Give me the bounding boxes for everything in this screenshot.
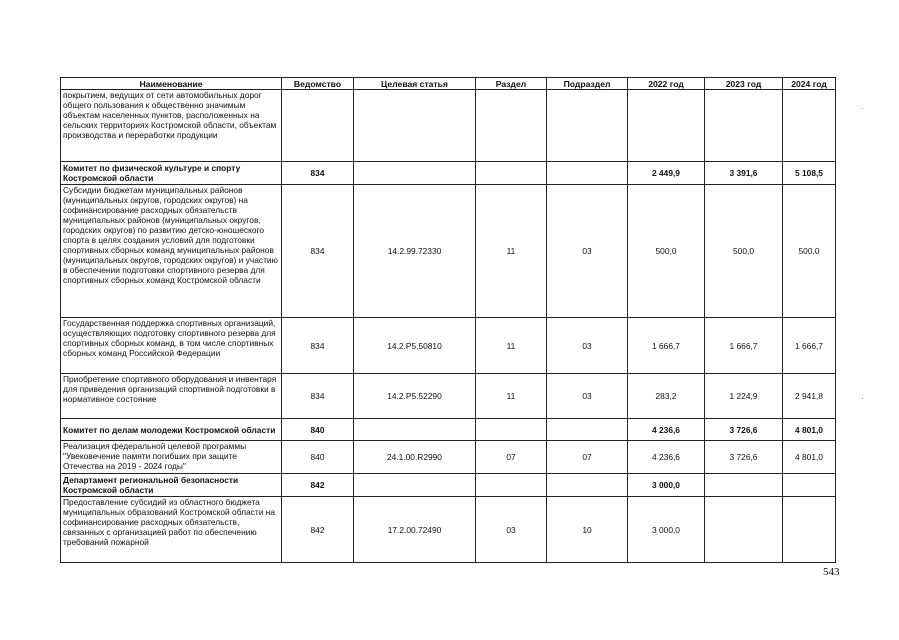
row-name: Государственная поддержка спортивных организаций, осуществляющих подготовку спортивного резерва для спортивных сборных команд, в том числе спортивных сборных команд Российской Федерации [61, 318, 282, 374]
row-target-article [354, 162, 476, 185]
row-subsection [547, 162, 628, 185]
row-year-2023: 3 391,6 [705, 162, 783, 185]
row-year-2024: 500,0 [783, 185, 836, 318]
row-year-2024: 4 801,0 [783, 419, 836, 441]
header-target-article: Целевая статья [354, 78, 476, 90]
header-year-2024: 2024 год [783, 78, 836, 90]
row-subsection [547, 90, 628, 162]
row-section [476, 474, 547, 497]
table-row [61, 419, 836, 441]
row-section [476, 419, 547, 441]
row-year-2022: 1 666,7 [628, 318, 705, 374]
row-name: Департамент региональной безопасности Костромской области [61, 474, 282, 497]
row-name: покрытием, ведущих от сети автомобильных дорог общего пользования к общественно значимым объектам населенных пунктов, расположенных на сельских территориях Костромской области, объектам производства и переработки продукции [61, 90, 282, 162]
header-row [61, 78, 836, 90]
row-target-article: 14.2.P5.50810 [354, 318, 476, 374]
row-target-article [354, 474, 476, 497]
row-year-2023: 1 666,7 [705, 318, 783, 374]
row-year-2022: 4 236,6 [628, 441, 705, 474]
row-year-2024 [783, 90, 836, 162]
table-row [61, 374, 836, 419]
header-name: Наименование [61, 78, 282, 90]
row-year-2023: 500,0 [705, 185, 783, 318]
row-name: Приобретение спортивного оборудования и инвентаря для приведения организаций спортивной подготовки в нормативное состояние [61, 374, 282, 419]
row-name: Предоставление субсидий из областного бюджета муниципальных образований Костромской области на софинансирование расходных обязательств, связанных с организацией работ по обеспечению требований пожарной [61, 497, 282, 563]
row-year-2023 [705, 497, 783, 563]
row-department: 840 [282, 419, 354, 441]
row-subsection: 10 [547, 497, 628, 563]
row-section: 11 [476, 185, 547, 318]
row-department: 834 [282, 374, 354, 419]
header-subsection: Подраздел [547, 78, 628, 90]
row-year-2022: 3 000,0 [628, 497, 705, 563]
row-subsection: 03 [547, 318, 628, 374]
row-year-2022: 4 236,6 [628, 419, 705, 441]
scan-edge-mark [862, 108, 863, 109]
row-year-2022: 2 449,9 [628, 162, 705, 185]
header-year-2022: 2022 год [628, 78, 705, 90]
row-year-2023: 3 726,6 [705, 419, 783, 441]
header-section: Раздел [476, 78, 547, 90]
row-section [476, 90, 547, 162]
row-department [282, 90, 354, 162]
row-target-article: 14.2.P5.52290 [354, 374, 476, 419]
row-subsection: 07 [547, 441, 628, 474]
row-subsection [547, 474, 628, 497]
row-year-2024 [783, 474, 836, 497]
row-department: 842 [282, 474, 354, 497]
row-year-2024: 4 801,0 [783, 441, 836, 474]
row-year-2023 [705, 90, 783, 162]
row-name: Субсидии бюджетам муниципальных районов (муниципальных округов, городских округов) на софинансирование расходных обязательств муниципальных районов (муниципальных округов, городских округов) по развитию детско-юношеского спорта в целях создания условий для подготовки спортивных сборных команд муниципальных районов (муниципальных округов, городских округов) и участию в обеспечении подготовки спортивного резерва для спортивных сборных команд Костромской области [61, 185, 282, 318]
row-year-2022: 3 000,0 [628, 474, 705, 497]
table-row [61, 318, 836, 374]
row-department: 842 [282, 497, 354, 563]
row-subsection [547, 419, 628, 441]
row-target-article: 14.2.99.72330 [354, 185, 476, 318]
row-section: 11 [476, 318, 547, 374]
row-subsection: 03 [547, 374, 628, 419]
row-year-2022 [628, 90, 705, 162]
table-row [61, 497, 836, 563]
row-year-2024: 5 108,5 [783, 162, 836, 185]
page-number: 543 [823, 566, 840, 578]
row-department: 834 [282, 162, 354, 185]
header-department: Ведомство [282, 78, 354, 90]
row-year-2023: 1 224,9 [705, 374, 783, 419]
header-year-2023: 2023 год [705, 78, 783, 90]
table-row [61, 441, 836, 474]
row-year-2022: 500,0 [628, 185, 705, 318]
row-section: 11 [476, 374, 547, 419]
row-department: 834 [282, 185, 354, 318]
row-name: Реализация федеральной целевой программы "Увековечение памяти погибших при защите Отечества на 2019 - 2024 годы" [61, 441, 282, 474]
table-row [61, 162, 836, 185]
row-department: 834 [282, 318, 354, 374]
row-target-article [354, 90, 476, 162]
row-department: 840 [282, 441, 354, 474]
row-subsection: 03 [547, 185, 628, 318]
row-section: 03 [476, 497, 547, 563]
row-target-article [354, 419, 476, 441]
row-target-article: 24.1.00.R2990 [354, 441, 476, 474]
table-row [61, 185, 836, 318]
table-row [61, 90, 836, 162]
row-section [476, 162, 547, 185]
row-section: 07 [476, 441, 547, 474]
row-year-2023 [705, 474, 783, 497]
scan-edge-mark [862, 398, 863, 399]
row-year-2022: 283,2 [628, 374, 705, 419]
row-year-2024: 2 941,8 [783, 374, 836, 419]
row-year-2023: 3 726,6 [705, 441, 783, 474]
row-name: Комитет по делам молодежи Костромской области [61, 419, 282, 441]
row-target-article: 17.2.00.72490 [354, 497, 476, 563]
row-year-2024 [783, 497, 836, 563]
row-year-2024: 1 666,7 [783, 318, 836, 374]
row-name: Комитет по физической культуре и спорту Костромской области [61, 162, 282, 185]
budget-table [60, 77, 836, 563]
table-row [61, 474, 836, 497]
